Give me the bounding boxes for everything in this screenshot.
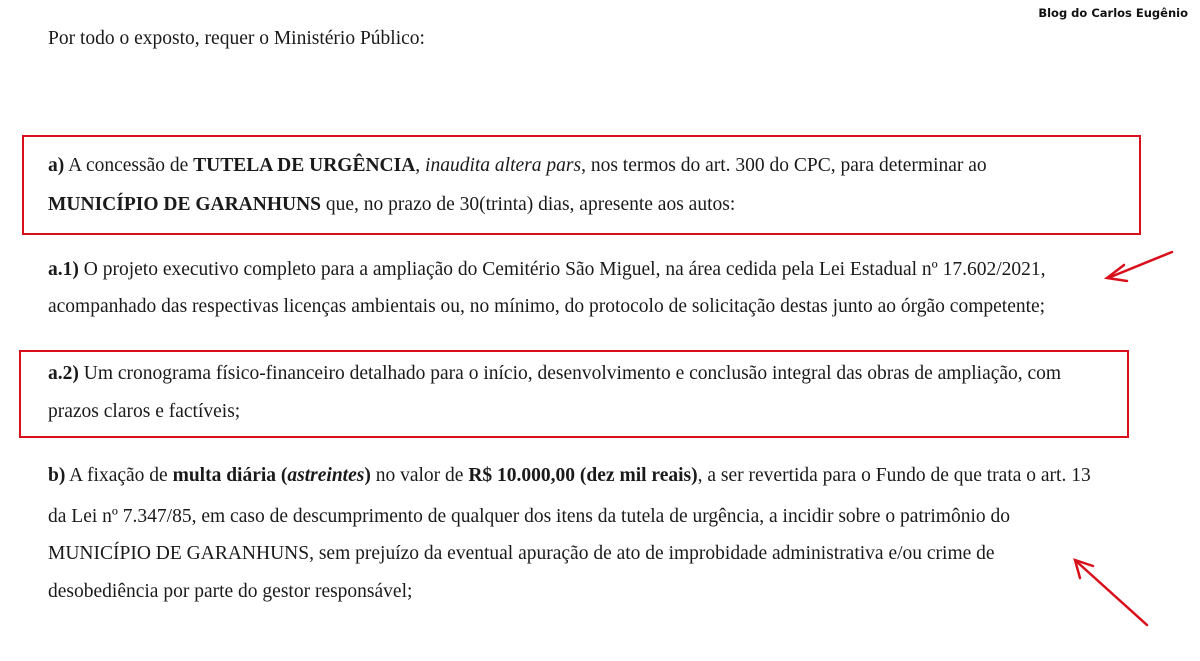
item-b-bold-valor: R$ 10.000,00 (dez mil reais) — [468, 465, 698, 486]
item-a1-line-2: acompanhado das respectivas licenças ambientais ou, no mínimo, do protocolo de solicitação destas junto ao órgão competente; — [48, 296, 1046, 317]
item-a2-label: a.2) — [48, 363, 79, 384]
item-b-bold-multa: multa diária ( — [172, 465, 288, 486]
item-a2-line-2: prazos claros e factíveis; — [48, 401, 241, 422]
item-a-bold-municipio: MUNICÍPIO DE GARANHUNS — [48, 194, 322, 215]
intro-text: Por todo o exposto, requer o Ministério Público: — [48, 28, 425, 49]
watermark-text: Blog do Carlos Eugênio — [1038, 6, 1188, 20]
item-a1-text-1: O projeto executivo completo para a ampliação do Cemitério São Miguel, na área cedida pela Lei Estadual nº 17.602/2021, — [83, 259, 1046, 280]
item-b-bold-paren: ) — [364, 465, 371, 486]
item-a-bold-tutela: TUTELA DE URGÊNCIA — [193, 155, 416, 176]
item-b-text-1: A fixação de — [69, 465, 168, 486]
item-a-label: a) — [48, 155, 65, 176]
item-a-text-3: , nos termos do art. 300 do CPC, para determinar ao — [581, 155, 987, 176]
item-a2-text-1: Um cronograma físico-financeiro detalhado para o início, desenvolvimento e conclusão integral das obras de ampliação, com — [83, 363, 1062, 384]
item-a-text-1: A concessão de — [68, 155, 189, 176]
item-b-line-3: MUNICÍPIO DE GARANHUNS, sem prejuízo da eventual apuração de ato de improbidade administrativa e/ou crime de — [48, 543, 995, 564]
item-b-line-2: da Lei nº 7.347/85, em caso de descumprimento de qualquer dos itens da tutela de urgência, a incidir sobre o patrimônio do — [48, 506, 1011, 527]
arrow-icon-lower — [1075, 560, 1147, 625]
item-b-italic-astreintes: astreintes — [287, 465, 365, 486]
item-a1-label: a.1) — [48, 259, 79, 280]
item-b-text-2: no valor de — [375, 465, 464, 486]
item-a-italic: inaudita altera pars — [425, 155, 582, 176]
arrow-icon-upper — [1107, 252, 1172, 281]
item-b-line-4: desobediência por parte do gestor responsável; — [48, 581, 413, 602]
item-a-text-2: , — [415, 155, 421, 176]
item-b-text-3: , a ser revertida para o Fundo de que trata o art. 13 — [697, 465, 1091, 486]
item-a-text-4: que, no prazo de 30(trinta) dias, apresente aos autos: — [325, 194, 736, 215]
item-b-label: b) — [48, 465, 66, 486]
